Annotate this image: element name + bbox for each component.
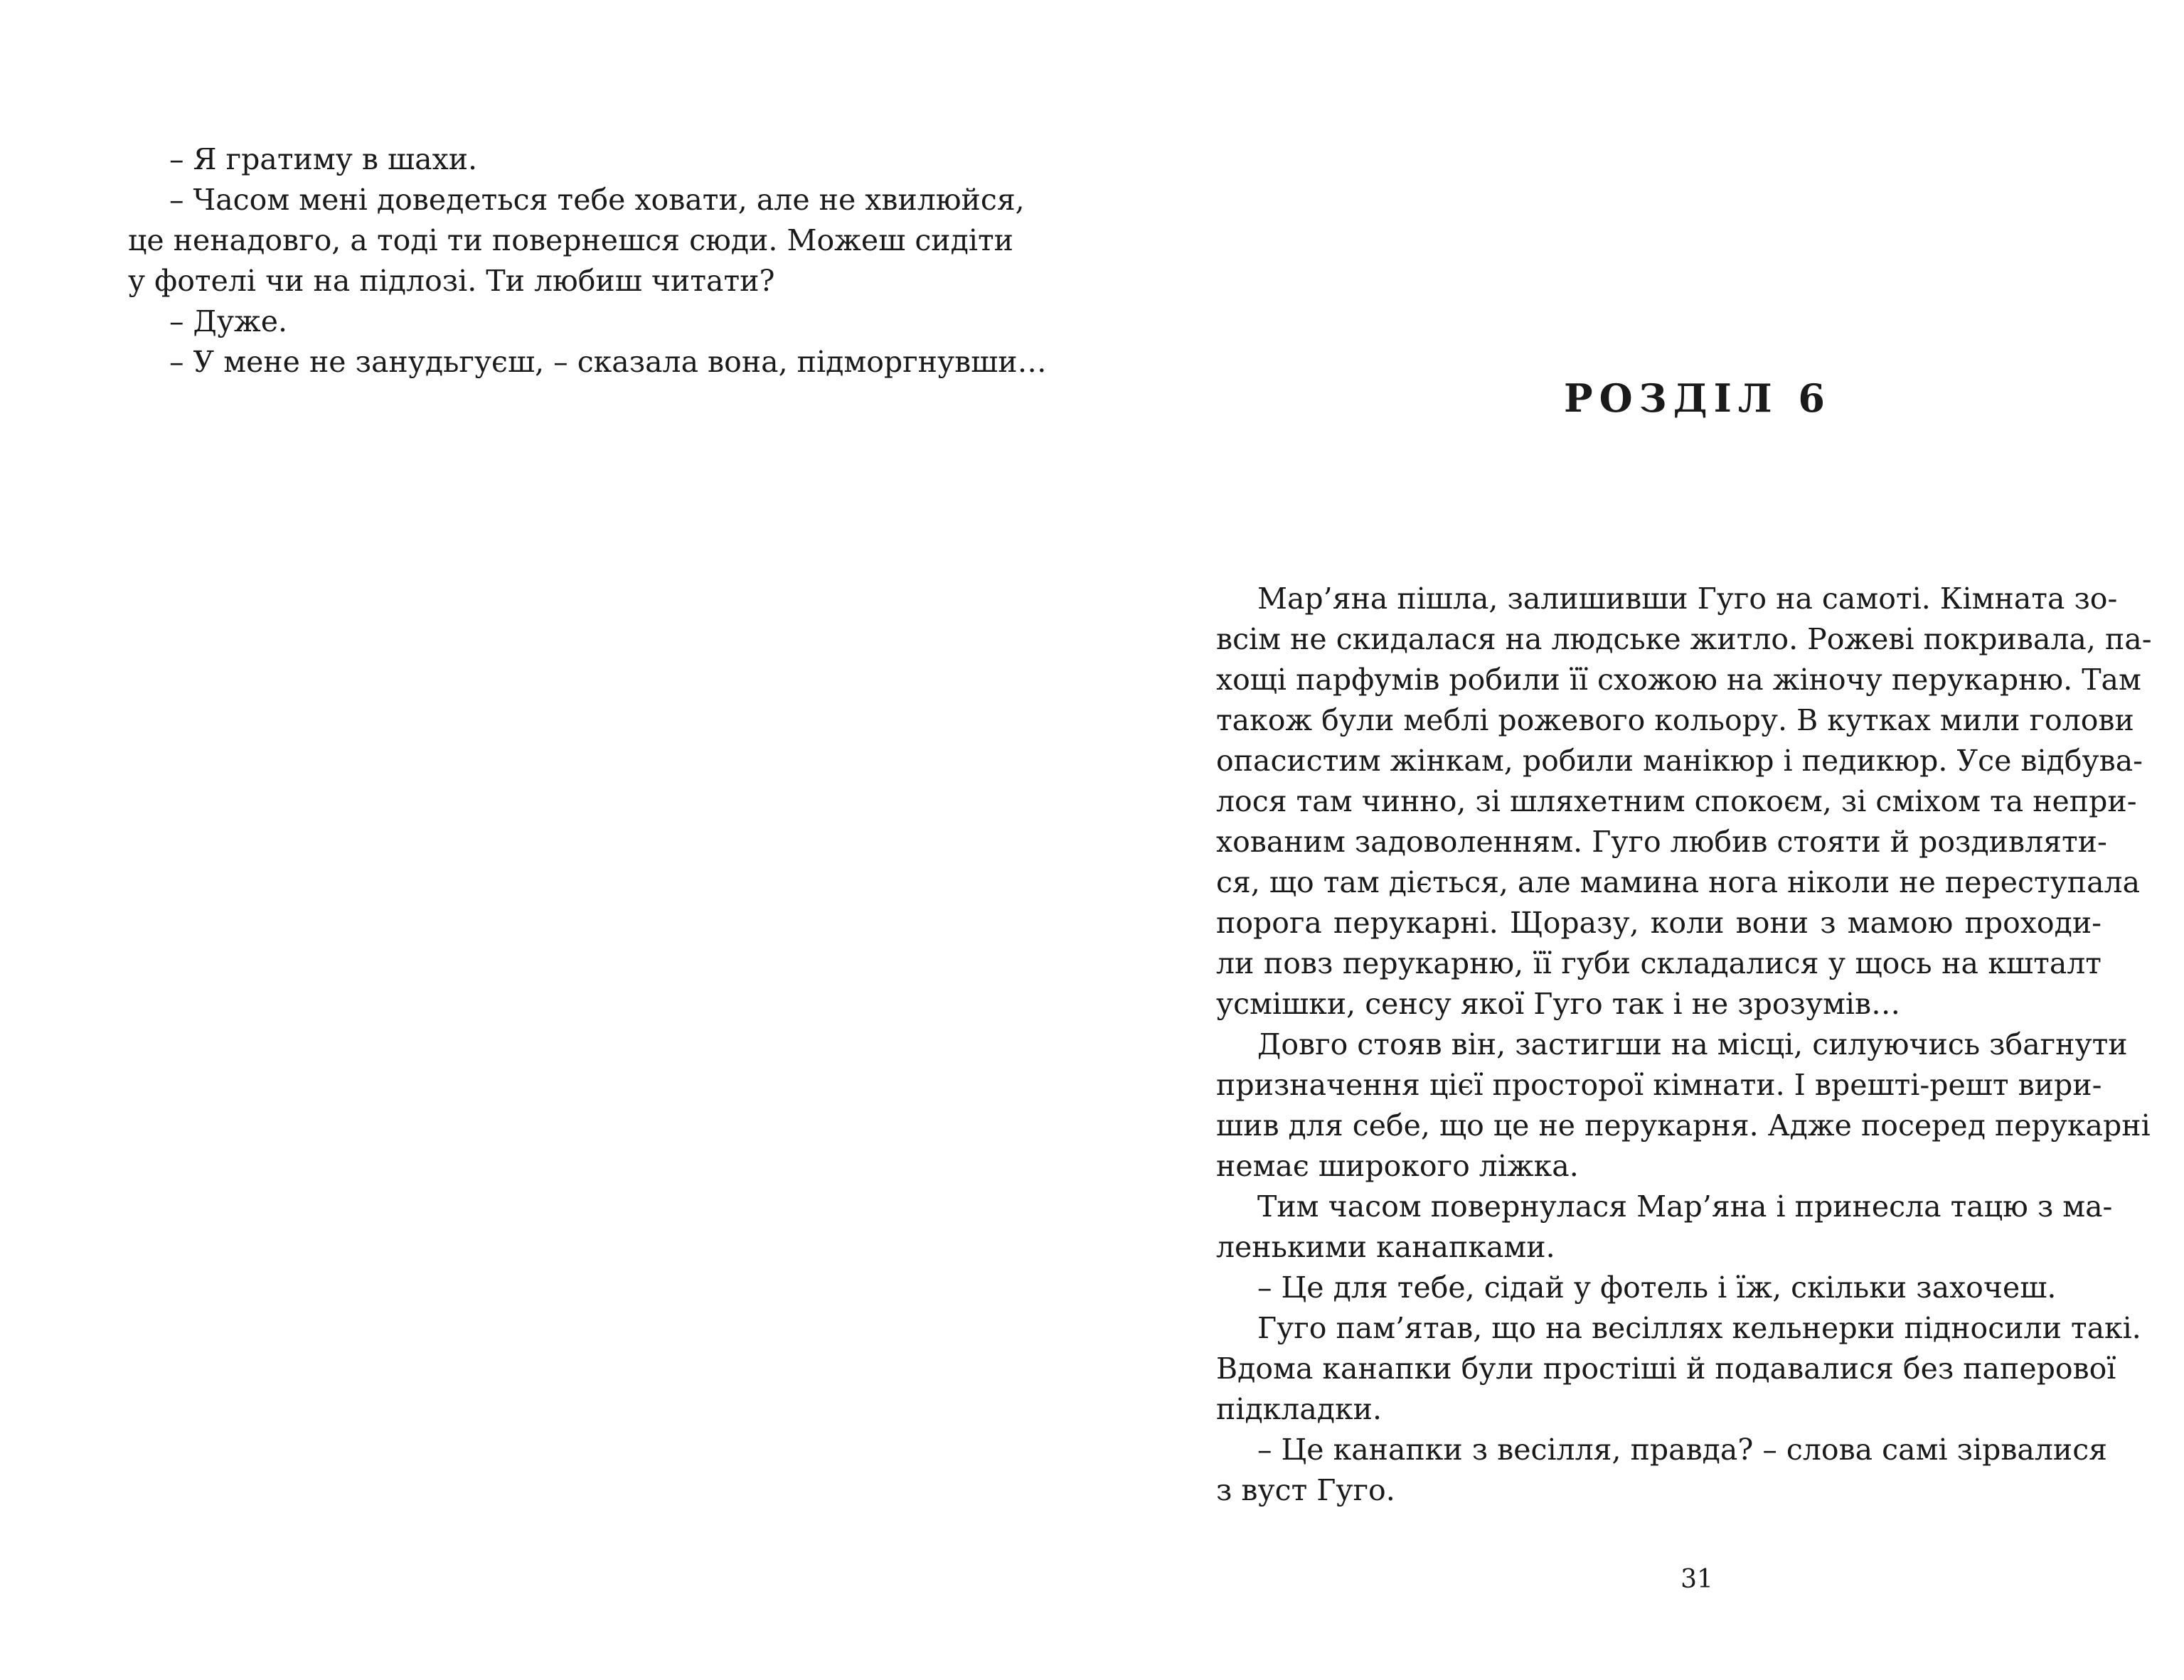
page-number [1092,1564,2184,1595]
text-line: хощі парфумів робили її схожою на жіночу перукарню. Там [1216,663,2141,697]
text-line: Гуго пам’ятав, що на весіллях кельнерки підносили такі. [1257,1311,2141,1345]
text-line: всім не скидалася на людське житло. Рожеві покривала, па- [1216,622,2152,656]
text-line: це ненадовго, а тоді ти повернешся сюди. Можеш сидіти [128,223,1013,257]
text-line: підкладки. [1216,1392,1383,1426]
text-line: лося там чинно, зі шляхетним спокоєм, зі сміхом та непри- [1216,784,2137,818]
text-line: Вдома канапки були простіші й подавалися без паперової [1216,1352,2116,1386]
text-line: Довго стояв він, застигши на місці, силуючись збагнути [1257,1027,2128,1061]
text-line: також були меблі рожевого кольору. В кутках мили голови [1216,703,2134,737]
text-line: – У мене не занудьгуєш, – сказала вона, підморгнувши… [169,345,1047,379]
text-line: ся, що там діється, але мамина нога ніколи не переступала [1216,865,2141,899]
text-line: усмішки, сенсу якої Гуго так і не зрозумів… [1216,987,1901,1021]
text-line: шив для себе, що це не перукарня. Адже посеред перукарні [1216,1108,2151,1143]
text-line: – Дуже. [169,304,288,338]
text-line: Мар’яна пішла, залишивши Гуго на самоті. Кімната зо- [1257,582,2118,616]
chapter-title-text: РОЗДІЛ 6 [1564,375,1831,421]
text-line: – Це канапки з весілля, правда? – слова самі зірвалися [1257,1433,2108,1467]
text-line: порога перукарні. Щоразу, коли вони з мамою проходи- [1216,906,2102,940]
chapter-title [1092,373,2184,423]
text-line: з вуст Гуго. [1216,1473,1395,1507]
text-line: – Я гратиму в шахи. [169,142,478,176]
text-line: немає широкого ліжка. [1216,1149,1579,1183]
left-page-text [128,139,1047,382]
right-page-text [1216,579,2152,1511]
text-line: у фотелі чи на підлозі. Ти любиш читати? [128,264,775,298]
page-number-text: 31 [1680,1565,1713,1594]
right-page [1092,0,2184,1680]
text-line: ли повз перукарню, її губи складалися у щось на кшталт [1216,946,2102,980]
text-line: – Це для тебе, сідай у фотель і їж, скільки захочеш. [1257,1270,2057,1305]
text-line: ленькими канапками. [1216,1230,1555,1264]
text-line: призначення цієї просторої кімнати. І врешті-решт вири- [1216,1068,2102,1102]
text-line: опасистим жінкам, робили манікюр і педикюр. Усе відбува- [1216,744,2143,778]
text-line: хованим задоволенням. Гуго любив стояти й роздивляти- [1216,825,2107,859]
text-line: Тим часом повернулася Мар’яна і принесла тацю з ма- [1257,1189,2113,1224]
text-line: – Часом мені доведеться тебе ховати, але не хвилюйся, [169,183,1025,217]
